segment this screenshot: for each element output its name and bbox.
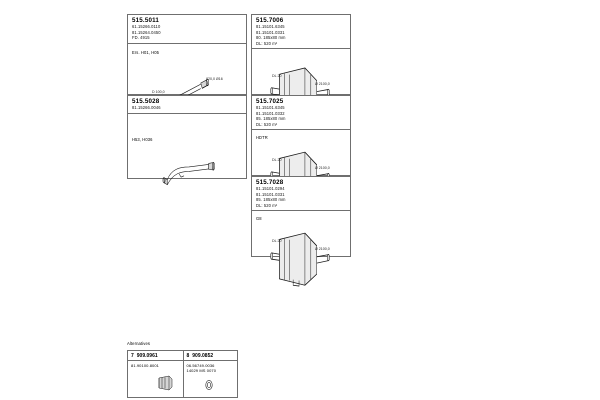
reference-number: 81.15101.6345 (256, 105, 285, 111)
alternative-part-number: 909.0961 (136, 352, 158, 359)
reference-number: FD. 4915 (132, 35, 150, 41)
card-header (252, 96, 350, 130)
alternative-drawing-2 (202, 378, 216, 392)
card-header (252, 177, 350, 211)
reference-number: DL: 520 m² (256, 202, 278, 208)
reference-number: 81.15101.0331 (256, 191, 285, 197)
alternative-reference: 81.90100.8001 (131, 363, 159, 368)
reference-number: 81.15266.0046 (132, 105, 161, 111)
reference-number: 85. 185x80 mm (256, 197, 286, 203)
alternative-drawing-1 (154, 374, 176, 392)
reference-number: 81.15264.0450 (132, 29, 161, 35)
card-note: H53, H036 (132, 136, 153, 142)
part-number: 515.7028 (256, 179, 284, 186)
alternative-reference: 06.56749.0036 (186, 363, 215, 368)
dimension-label: DL 20 (272, 74, 282, 79)
dimension-label: Ø 2100,0 (315, 82, 330, 87)
alternatives-table[interactable] (127, 350, 238, 398)
alternatives-header-row (128, 351, 237, 361)
reference-number: DL: 520 m² (256, 121, 278, 127)
alternatives-label: Alternatives (127, 341, 151, 346)
reference-number: 81.15101.0294 (256, 186, 285, 192)
alternative-index: 8 (186, 352, 190, 359)
reference-number: DL: 520 m² (256, 40, 278, 46)
card-header (128, 15, 246, 44)
reference-number: 81.15101.6345 (256, 24, 285, 30)
dimension-label: DL 20 (272, 239, 282, 244)
alternative-header-1[interactable] (128, 351, 183, 360)
reference-number: 81.15101.0331 (256, 29, 285, 35)
part-drawing-515-5028 (128, 114, 246, 196)
part-number: 515.5011 (132, 17, 160, 24)
alternatives-body-row (128, 361, 237, 398)
dimension-label: Ø 2100,0 (315, 247, 330, 252)
reference-number: 85. 185x80 mm (256, 116, 286, 122)
card-header (128, 96, 246, 114)
card-body (252, 211, 350, 290)
alternative-cell-2[interactable] (183, 361, 238, 398)
part-card-515-7028[interactable] (251, 176, 351, 257)
reference-number: 81.15101.0332 (256, 110, 285, 116)
card-body (128, 114, 246, 196)
reference-number: 80. 185x80 mm (256, 35, 286, 41)
alternative-reference: 14029 MS 0070 (186, 368, 217, 374)
part-number: 515.5028 (132, 98, 160, 105)
alternative-header-2[interactable] (183, 351, 238, 360)
part-card-515-5011[interactable] (127, 14, 247, 95)
part-card-515-5028[interactable] (127, 95, 247, 179)
part-card-515-7006[interactable] (251, 14, 351, 95)
dimension-label: Ø 2100,0 (315, 166, 330, 171)
part-card-515-7025[interactable] (251, 95, 351, 176)
alternative-cell-1[interactable] (128, 361, 183, 398)
alternative-part-number: 909.0852 (192, 352, 214, 359)
card-note: Ers. H01, H05 (132, 49, 160, 55)
card-header (252, 15, 350, 49)
card-note: HDTR (256, 135, 268, 141)
dimension-label: D 100,0 (152, 89, 165, 94)
part-drawing-515-7028 (252, 211, 350, 290)
card-note: G8 (256, 216, 262, 222)
part-number: 515.7025 (256, 98, 284, 105)
part-number: 515.7006 (256, 17, 284, 24)
dimension-label: DL 20 (272, 158, 282, 163)
dimension-label: 820,0 Ø16 (206, 76, 223, 81)
alternative-index: 7 (131, 352, 134, 359)
reference-number: 61.15266.0110 (132, 24, 161, 30)
